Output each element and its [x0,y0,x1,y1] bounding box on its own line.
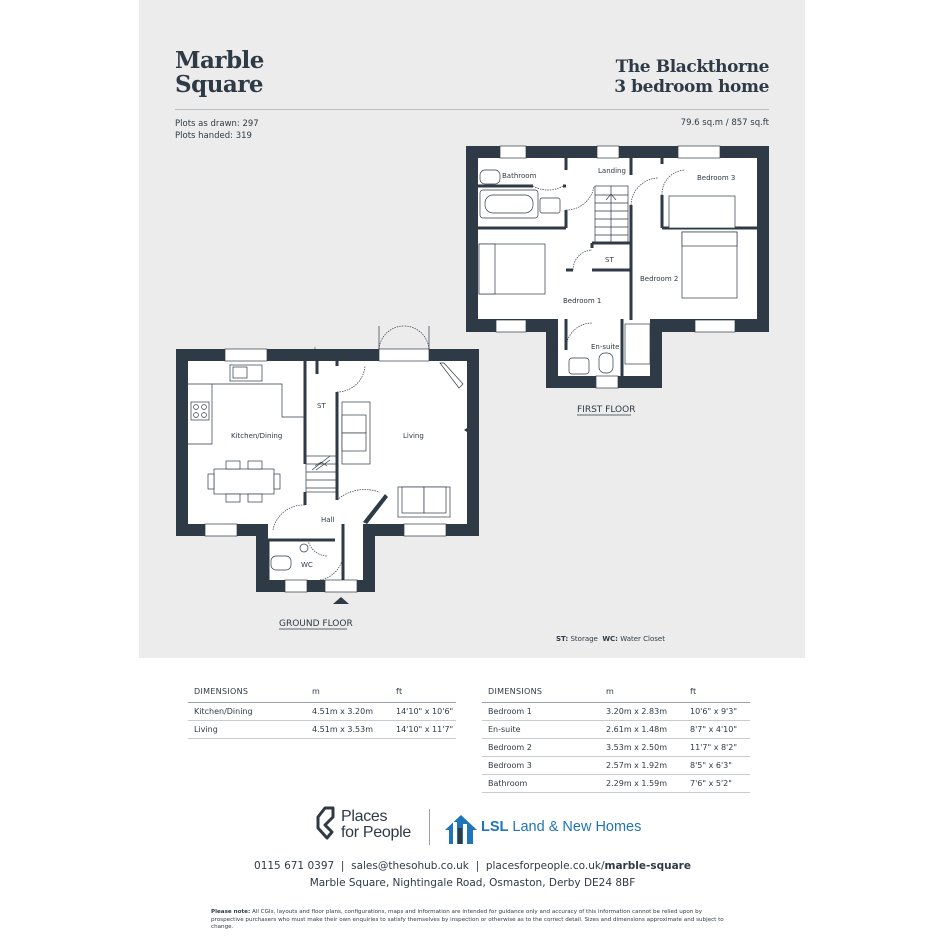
dim-cell: 4.51m x 3.20m [306,703,390,721]
dim-cell: 10'6" x 9'3" [684,703,750,721]
dim-cell: 7'6" x 5'2" [684,775,750,793]
address-line: Marble Square, Nightingale Road, Osmaston, Derby DE24 8BF [309,877,636,889]
lsl-bold: LSL [481,819,509,835]
disclaimer [211,909,736,932]
dim-header-ft: ft [684,685,750,703]
places-for-people-logo-icon [316,805,336,841]
house-title-line1: The Blackthorne [615,57,769,77]
dim-cell: Bedroom 3 [482,757,600,775]
disclaimer-text: All CGIs, layouts and floor plans, configurations, maps and information are intended for guidance only and accuracy of this information cannot be relied upon by prospective purchasers who must make their own enquiries to satisfy themselves by inspection or otherwise as to the correct detail. Sizes and dimensions approximate and subject to change. [211,909,724,930]
dim-cell: Kitchen/Dining [188,703,306,721]
floor-area: 79.6 sq.m / 857 sq.ft [680,118,769,128]
dim-cell: 3.53m x 2.50m [600,739,684,757]
table-row [482,775,750,793]
dim-cell: En-suite [482,721,600,739]
pfp-line1: Places [341,808,388,825]
room-label-st-ground: ST [317,402,326,410]
key-wc-full: Water Closet [620,635,665,643]
table-row [188,703,456,721]
room-label-hall: Hall [321,516,335,524]
ground-floor-label: GROUND FLOOR [279,619,353,629]
room-label-wc: WC [301,561,313,569]
key-st-abbr: ST: [556,635,569,643]
dim-cell: 2.57m x 1.92m [600,757,684,775]
development-title-line2: Square [175,71,264,98]
website-path: marble-square [604,860,691,872]
first-floor-label: FIRST FLOOR [577,405,636,415]
room-label-kitchen-dining: Kitchen/Dining [231,432,283,440]
dimensions-table-ground [188,685,456,739]
first-floor-plan [466,146,769,415]
contact-line [0,860,945,872]
key-st-full: Storage [570,635,598,643]
logo-strip [0,805,945,850]
house-title-line2: 3 bedroom home [614,77,769,97]
room-label-bathroom: Bathroom [502,172,537,180]
phone-number[interactable]: 0115 671 0397 [254,860,335,872]
table-row [482,703,750,721]
room-label-bedroom2: Bedroom 2 [640,275,679,283]
table-row [482,739,750,757]
dim-header-m: m [600,685,684,703]
room-label-bedroom3: Bedroom 3 [697,174,736,182]
dim-cell: Bathroom [482,775,600,793]
dim-cell: 3.20m x 2.83m [600,703,684,721]
dim-cell: 8'5" x 6'3" [684,757,750,775]
dim-cell: 14'10" x 11'7" [390,721,456,739]
room-label-bedroom1: Bedroom 1 [563,297,602,305]
lsl-land-new-homes-logo [481,819,641,835]
dim-header-m: m [306,685,390,703]
contact-separator: | [340,860,345,872]
dim-cell: 4.51m x 3.53m [306,721,390,739]
table-row [482,757,750,775]
dim-cell: 2.29m x 1.59m [600,775,684,793]
dim-cell: 11'7" x 8'2" [684,739,750,757]
room-label-st-first: ST [605,256,614,264]
dim-cell: 2.61m x 1.48m [600,721,684,739]
pfp-line2: for People [341,824,411,841]
plots-handed: Plots handed: 319 [175,131,252,141]
places-for-people-logo [341,809,411,841]
dimensions-table-first [482,685,750,793]
dim-cell: Bedroom 1 [482,703,600,721]
dim-cell: 14'10" x 10'6" [390,703,456,721]
room-label-living: Living [403,432,424,440]
table-row [188,721,456,739]
lsl-rest: Land & New Homes [512,819,642,835]
key-wc-abbr: WC: [602,635,618,643]
lsl-house-logo-icon [443,810,479,846]
dim-header-room: DIMENSIONS [482,685,600,703]
website-prefix: placesforpeople.co.uk/ [485,860,605,872]
dim-cell: 8'7" x 4'10" [684,721,750,739]
dim-header-room: DIMENSIONS [188,685,306,703]
dim-header-ft: ft [390,685,456,703]
logo-divider [429,809,430,845]
development-title-line1: Marble [175,47,264,74]
dim-cell: Bedroom 2 [482,739,600,757]
ground-floor-plan [176,326,479,629]
email-link[interactable]: sales@thesohub.co.uk [351,860,469,872]
website-link[interactable] [486,860,691,872]
room-label-landing: Landing [598,167,626,175]
plots-as-drawn: Plots as drawn: 297 [175,119,259,129]
room-label-ensuite: En-suite [591,343,620,351]
disclaimer-label: Please note: [211,909,251,915]
contact-separator: | [475,860,480,872]
table-row [482,721,750,739]
dim-cell: Living [188,721,306,739]
